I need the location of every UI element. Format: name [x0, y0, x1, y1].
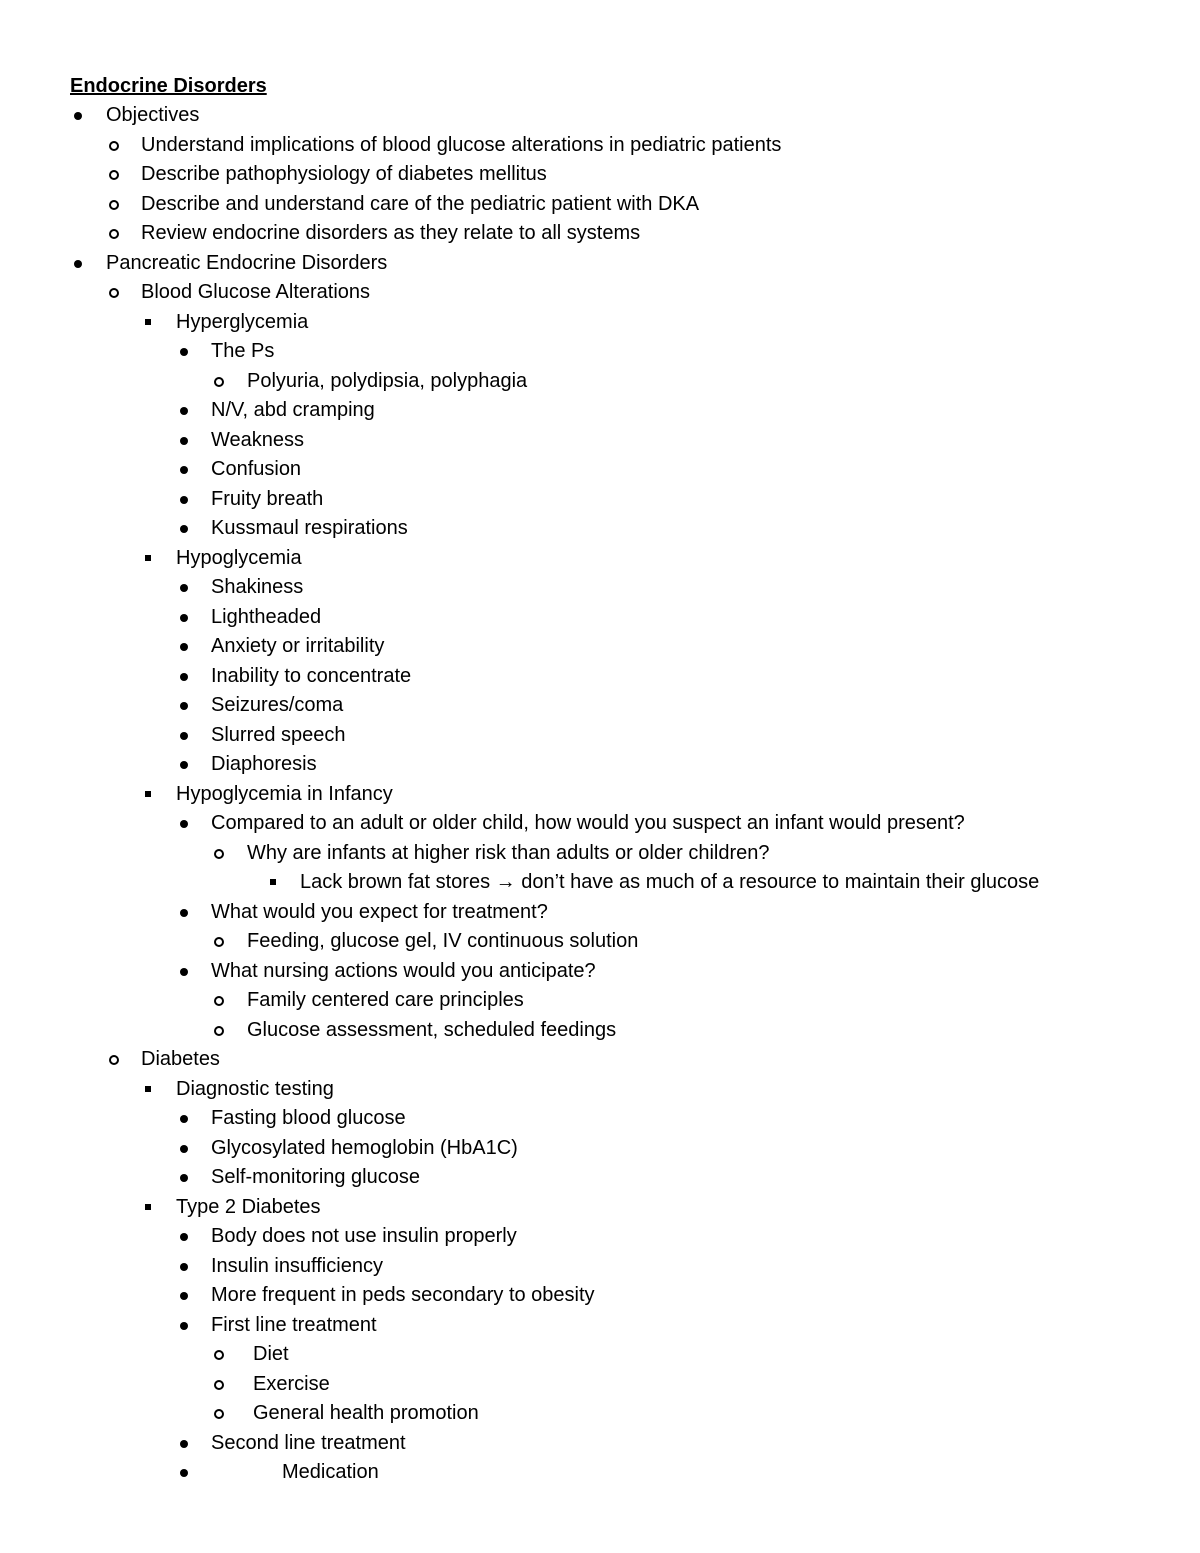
list-item — [70, 160, 1160, 190]
list-item-text: Glycosylated hemoglobin (HbA1C) — [211, 1136, 518, 1159]
list-item — [70, 868, 1160, 898]
list-item — [70, 367, 1160, 397]
list-item-text: Seizures/coma — [211, 694, 344, 716]
list-item-text: More frequent in peds secondary to obesity — [211, 1284, 595, 1306]
list-item-text: Type 2 Diabetes — [176, 1195, 321, 1218]
list-item — [70, 131, 1160, 161]
list-item — [70, 1222, 1160, 1252]
list-item — [70, 1252, 1160, 1282]
list-item — [70, 1045, 1160, 1075]
list-item-text: What nursing actions would you anticipate? — [211, 959, 596, 982]
list-item-text: Weakness — [211, 428, 305, 451]
list-item-text: Describe and understand care of the pediatric patient with DKA — [141, 192, 700, 215]
list-item-text: Diet — [253, 1343, 289, 1365]
list-item — [70, 780, 1160, 810]
list-item-text: Pancreatic Endocrine Disorders — [106, 251, 388, 274]
list-item — [70, 426, 1160, 456]
list-item-text: Blood Glucose Alterations — [141, 281, 371, 303]
list-item — [70, 1075, 1160, 1105]
outline-list — [70, 101, 1160, 1488]
list-item-text: Why are infants at higher risk than adults or older children? — [247, 841, 770, 864]
list-item-text: Feeding, glucose gel, IV continuous solution — [247, 930, 639, 952]
list-item-text: Diaphoresis — [211, 753, 317, 775]
list-item-text: Review endocrine disorders as they relate to all systems — [141, 222, 641, 244]
list-item — [70, 573, 1160, 603]
list-item — [70, 1340, 1160, 1370]
list-item-text: N/V, abd cramping — [211, 399, 375, 421]
list-item — [70, 337, 1160, 367]
document-page — [70, 72, 1160, 1488]
list-item — [70, 632, 1160, 662]
list-item — [70, 1311, 1160, 1341]
list-item — [70, 219, 1160, 249]
list-item — [70, 1429, 1160, 1459]
page-title: Endocrine Disorders — [70, 75, 267, 97]
list-item — [70, 1104, 1160, 1134]
list-item — [70, 1134, 1160, 1164]
list-item — [70, 750, 1160, 780]
list-item — [70, 101, 1160, 131]
list-item — [70, 721, 1160, 751]
list-item-text: Diabetes — [141, 1048, 220, 1070]
list-item-text: Describe pathophysiology of diabetes mellitus — [141, 163, 547, 185]
list-item — [70, 839, 1160, 869]
list-item-text: What would you expect for treatment? — [211, 900, 548, 923]
list-item — [70, 1370, 1160, 1400]
list-item-text: Self-monitoring glucose — [211, 1166, 420, 1188]
list-item — [70, 986, 1160, 1016]
list-item — [70, 957, 1160, 987]
list-item-text: Lightheaded — [211, 605, 322, 628]
list-item — [70, 455, 1160, 485]
list-item — [70, 603, 1160, 633]
list-item-text: Family centered care principles — [247, 989, 524, 1011]
list-item-text: Slurred speech — [211, 723, 346, 746]
list-item-text: Inability to concentrate — [211, 664, 412, 687]
list-item-text: Confusion — [211, 458, 302, 480]
list-item — [70, 809, 1160, 839]
list-item-text: Hyperglycemia — [176, 310, 309, 333]
list-item — [70, 249, 1160, 279]
list-item — [70, 1399, 1160, 1429]
list-item — [70, 514, 1160, 544]
list-item-text: The Ps — [211, 340, 275, 362]
list-item — [70, 1193, 1160, 1223]
list-item-text: Glucose assessment, scheduled feedings — [247, 1018, 617, 1041]
list-item — [70, 308, 1160, 338]
list-item-text: Body does not use insulin properly — [211, 1225, 517, 1247]
list-item — [70, 396, 1160, 426]
list-item — [70, 1458, 1160, 1488]
list-item-text: Kussmaul respirations — [211, 517, 408, 539]
list-item-text: Fruity breath — [211, 487, 324, 510]
list-item-text: Compared to an adult or older child, how would you suspect an infant would present? — [211, 812, 965, 834]
list-item-text: Fasting blood glucose — [211, 1107, 406, 1129]
list-item-text: Exercise — [253, 1372, 330, 1395]
list-item-text: Medication — [282, 1461, 379, 1483]
list-item-text: General health promotion — [253, 1402, 479, 1424]
list-item-text: First line treatment — [211, 1313, 377, 1336]
list-item-text: Anxiety or irritability — [211, 635, 385, 657]
list-item — [70, 1163, 1160, 1193]
list-item — [70, 278, 1160, 308]
list-item-text: Objectives — [106, 104, 200, 126]
list-item — [70, 691, 1160, 721]
list-item-text: Hypoglycemia — [176, 546, 302, 569]
list-item — [70, 662, 1160, 692]
list-item-text: Lack brown fat stores → don’t have as much of a resource to maintain their glucose — [300, 871, 1040, 893]
list-item-text: Insulin insufficiency — [211, 1254, 383, 1277]
list-item-text: Second line treatment — [211, 1431, 406, 1454]
list-item-text: Diagnostic testing — [176, 1077, 334, 1100]
list-item-text: Polyuria, polydipsia, polyphagia — [247, 369, 528, 392]
list-item-text: Hypoglycemia in Infancy — [176, 782, 393, 805]
list-item — [70, 485, 1160, 515]
list-item — [70, 927, 1160, 957]
list-item-text: Understand implications of blood glucose alterations in pediatric patients — [141, 133, 782, 156]
list-item — [70, 1281, 1160, 1311]
list-item — [70, 544, 1160, 574]
list-item — [70, 898, 1160, 928]
list-item — [70, 190, 1160, 220]
list-item — [70, 1016, 1160, 1046]
list-item-text: Shakiness — [211, 576, 304, 598]
